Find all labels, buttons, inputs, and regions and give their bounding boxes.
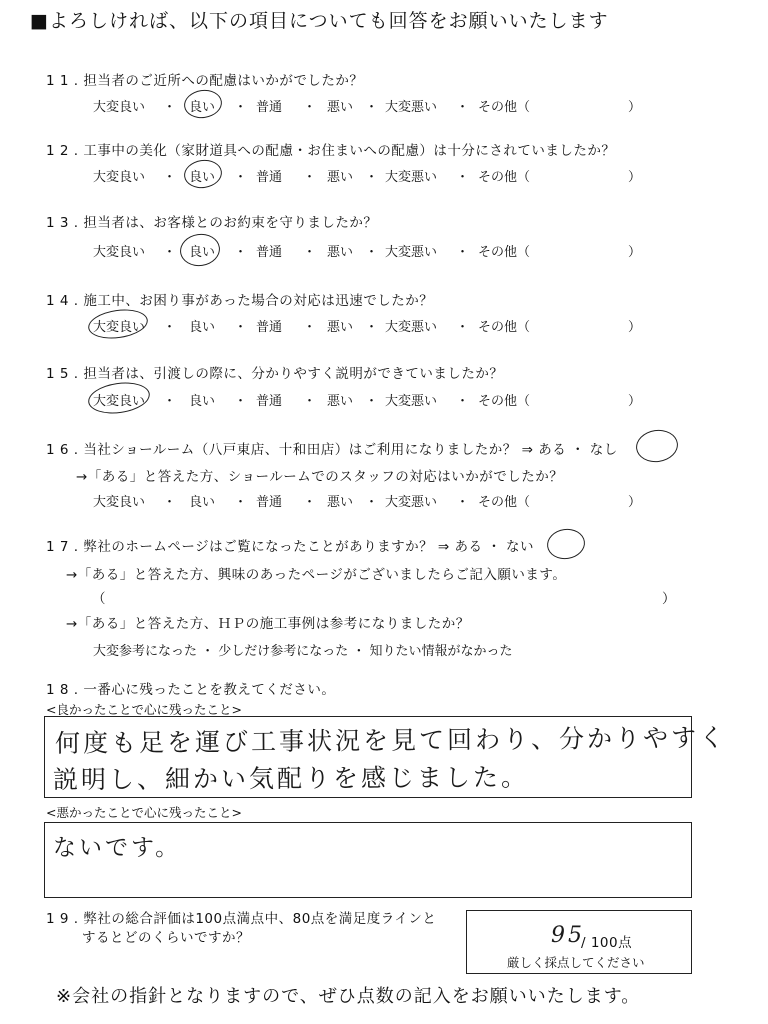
option-good[interactable]: 良い — [189, 320, 216, 335]
separator: ・ — [456, 320, 470, 335]
good-answer-line-1: 何度も足を運び工事状況を見て回わり、分かりやすく — [54, 723, 728, 758]
option-good[interactable]: 良い — [189, 394, 216, 409]
option-very-bad[interactable]: 大変悪い — [385, 245, 438, 260]
option-very-good[interactable]: 大変良い — [93, 100, 146, 115]
q17-options[interactable]: 大変参考になった ・ 少しだけ参考になった ・ 知りたい情報がなかった — [93, 644, 513, 659]
option-other[interactable]: その他（ — [478, 170, 531, 185]
separator: ・ — [303, 394, 317, 409]
option-good[interactable]: 良い — [189, 100, 216, 115]
separator: ・ — [234, 394, 248, 409]
separator: ・ — [365, 320, 379, 335]
score-note: 厳しく採点してください — [507, 955, 645, 970]
option-bad[interactable]: 悪い — [327, 170, 354, 185]
option-other[interactable]: その他（ — [478, 394, 531, 409]
bad-label: <悪かったことで心に残ったこと> — [46, 805, 242, 820]
question-14: 1 4 . 施工中、お困り事があった場合の対応は迅速でしたか？ — [46, 293, 434, 309]
paren-close: ） — [628, 170, 642, 185]
question-19: 1 9 . 弊社の総合評価は100点満点中、80点を満足度ラインと — [46, 911, 437, 927]
rating-row-14 — [93, 316, 653, 334]
page-title: ■よろしければ、以下の項目についても回答をお願いいたします — [30, 10, 609, 32]
separator: ・ — [365, 100, 379, 115]
separator: ・ — [365, 495, 379, 510]
rating-row-15 — [93, 390, 653, 408]
separator: ・ — [234, 100, 248, 115]
q17-close-paren: ） — [662, 591, 676, 607]
separator: ・ — [456, 100, 470, 115]
option-good[interactable]: 良い — [189, 245, 216, 260]
separator: ・ — [456, 245, 470, 260]
question-12: 1 2 . 工事中の美化（家財道具への配慮・お住まいへの配慮）は十分にされていましたか？ — [46, 143, 616, 159]
option-good[interactable]: 良い — [189, 170, 216, 185]
question-16-followup: →「ある」と答えた方、ショールームでのスタッフの対応はいかがでしたか？ — [76, 469, 564, 485]
separator: ・ — [303, 170, 317, 185]
option-normal[interactable]: 普通 — [256, 495, 283, 510]
option-good[interactable]: 良い — [189, 495, 216, 510]
option-very-good[interactable]: 大変良い — [93, 170, 146, 185]
question-18: 1 8 . 一番心に残ったことを教えてください。 — [46, 682, 336, 698]
bad-answer-box[interactable] — [44, 822, 692, 898]
score-value: 95 — [551, 923, 585, 948]
separator: ・ — [456, 394, 470, 409]
separator: ・ — [303, 320, 317, 335]
separator: ・ — [163, 245, 177, 260]
paren-close: ） — [628, 495, 642, 510]
option-bad[interactable]: 悪い — [327, 320, 354, 335]
separator: ・ — [234, 170, 248, 185]
option-very-bad[interactable]: 大変悪い — [385, 495, 438, 510]
separator: ・ — [365, 170, 379, 185]
answer-circle-16 — [634, 427, 680, 465]
separator: ・ — [163, 100, 177, 115]
question-11: 1 1 . 担当者のご近所への配慮はいかがでしたか？ — [46, 73, 364, 89]
separator: ・ — [303, 495, 317, 510]
option-bad[interactable]: 悪い — [327, 495, 354, 510]
question-15: 1 5 . 担当者は、引渡しの際に、分かりやすく説明ができていましたか？ — [46, 366, 504, 382]
score-box[interactable] — [466, 910, 692, 974]
paren-close: ） — [628, 100, 642, 115]
good-answer-line-2: 説明し、細かい気配りを感じました。 — [52, 762, 530, 795]
option-normal[interactable]: 普通 — [256, 320, 283, 335]
option-very-good[interactable]: 大変良い — [93, 394, 146, 409]
option-very-good[interactable]: 大変良い — [93, 245, 146, 260]
rating-row-13 — [93, 241, 653, 259]
option-very-bad[interactable]: 大変悪い — [385, 100, 438, 115]
separator: ・ — [303, 245, 317, 260]
separator: ・ — [163, 320, 177, 335]
paren-close: ） — [628, 320, 642, 335]
option-normal[interactable]: 普通 — [256, 100, 283, 115]
option-normal[interactable]: 普通 — [256, 245, 283, 260]
separator: ・ — [365, 245, 379, 260]
separator: ・ — [234, 245, 248, 260]
rating-row-12 — [93, 166, 653, 184]
separator: ・ — [234, 495, 248, 510]
rating-row-11 — [93, 96, 653, 114]
option-bad[interactable]: 悪い — [327, 245, 354, 260]
good-answer-box[interactable] — [44, 716, 728, 798]
option-other[interactable]: その他（ — [478, 495, 531, 510]
rating-row-16 — [93, 491, 653, 509]
footer-note: ※会社の指針となりますので、ぜひ点数の記入をお願いいたします。 — [56, 986, 641, 1007]
question-13: 1 3 . 担当者は、お客様とのお約束を守りましたか？ — [46, 215, 378, 231]
option-normal[interactable]: 普通 — [256, 170, 283, 185]
question-19-line-2: するとどのくらいですか？ — [82, 930, 250, 946]
option-very-bad[interactable]: 大変悪い — [385, 320, 438, 335]
option-other[interactable]: その他（ — [478, 100, 531, 115]
question-17-followup-2: →「ある」と答えた方、ＨＰの施工事例は参考になりましたか？ — [66, 616, 470, 632]
good-label: <良かったことで心に残ったこと> — [46, 702, 242, 717]
separator: ・ — [365, 394, 379, 409]
answer-circle-17 — [545, 527, 587, 562]
separator: ・ — [163, 394, 177, 409]
option-very-good[interactable]: 大変良い — [93, 320, 146, 335]
option-bad[interactable]: 悪い — [327, 100, 354, 115]
bad-answer-text: ないです。 — [53, 835, 182, 861]
paren-close: ） — [628, 394, 642, 409]
separator: ・ — [456, 170, 470, 185]
separator: ・ — [234, 320, 248, 335]
option-other[interactable]: その他（ — [478, 320, 531, 335]
separator: ・ — [163, 495, 177, 510]
q17-open-paren: （ — [92, 591, 106, 607]
q17-page-input[interactable] — [104, 588, 654, 606]
question-17-followup-1: →「ある」と答えた方、興味のあったページがございましたらご記入願います。 — [66, 567, 567, 583]
option-bad[interactable]: 悪い — [327, 394, 354, 409]
option-very-bad[interactable]: 大変悪い — [385, 170, 438, 185]
paren-close: ） — [628, 245, 642, 260]
separator: ・ — [456, 495, 470, 510]
option-other[interactable]: その他（ — [478, 245, 531, 260]
option-normal[interactable]: 普通 — [256, 394, 283, 409]
question-17: 1 7 . 弊社のホームページはご覧になったことがありますか？ ⇒ ある ・ ない — [46, 539, 535, 555]
separator: ・ — [163, 170, 177, 185]
option-very-bad[interactable]: 大変悪い — [385, 394, 438, 409]
score-max: / 100点 — [581, 935, 633, 951]
question-16: 1 6 . 当社ショールーム（八戸東店、十和田店）はご利用になりましたか？ ⇒ ある ・ なし — [46, 442, 618, 458]
option-very-good[interactable]: 大変良い — [93, 495, 146, 510]
separator: ・ — [303, 100, 317, 115]
